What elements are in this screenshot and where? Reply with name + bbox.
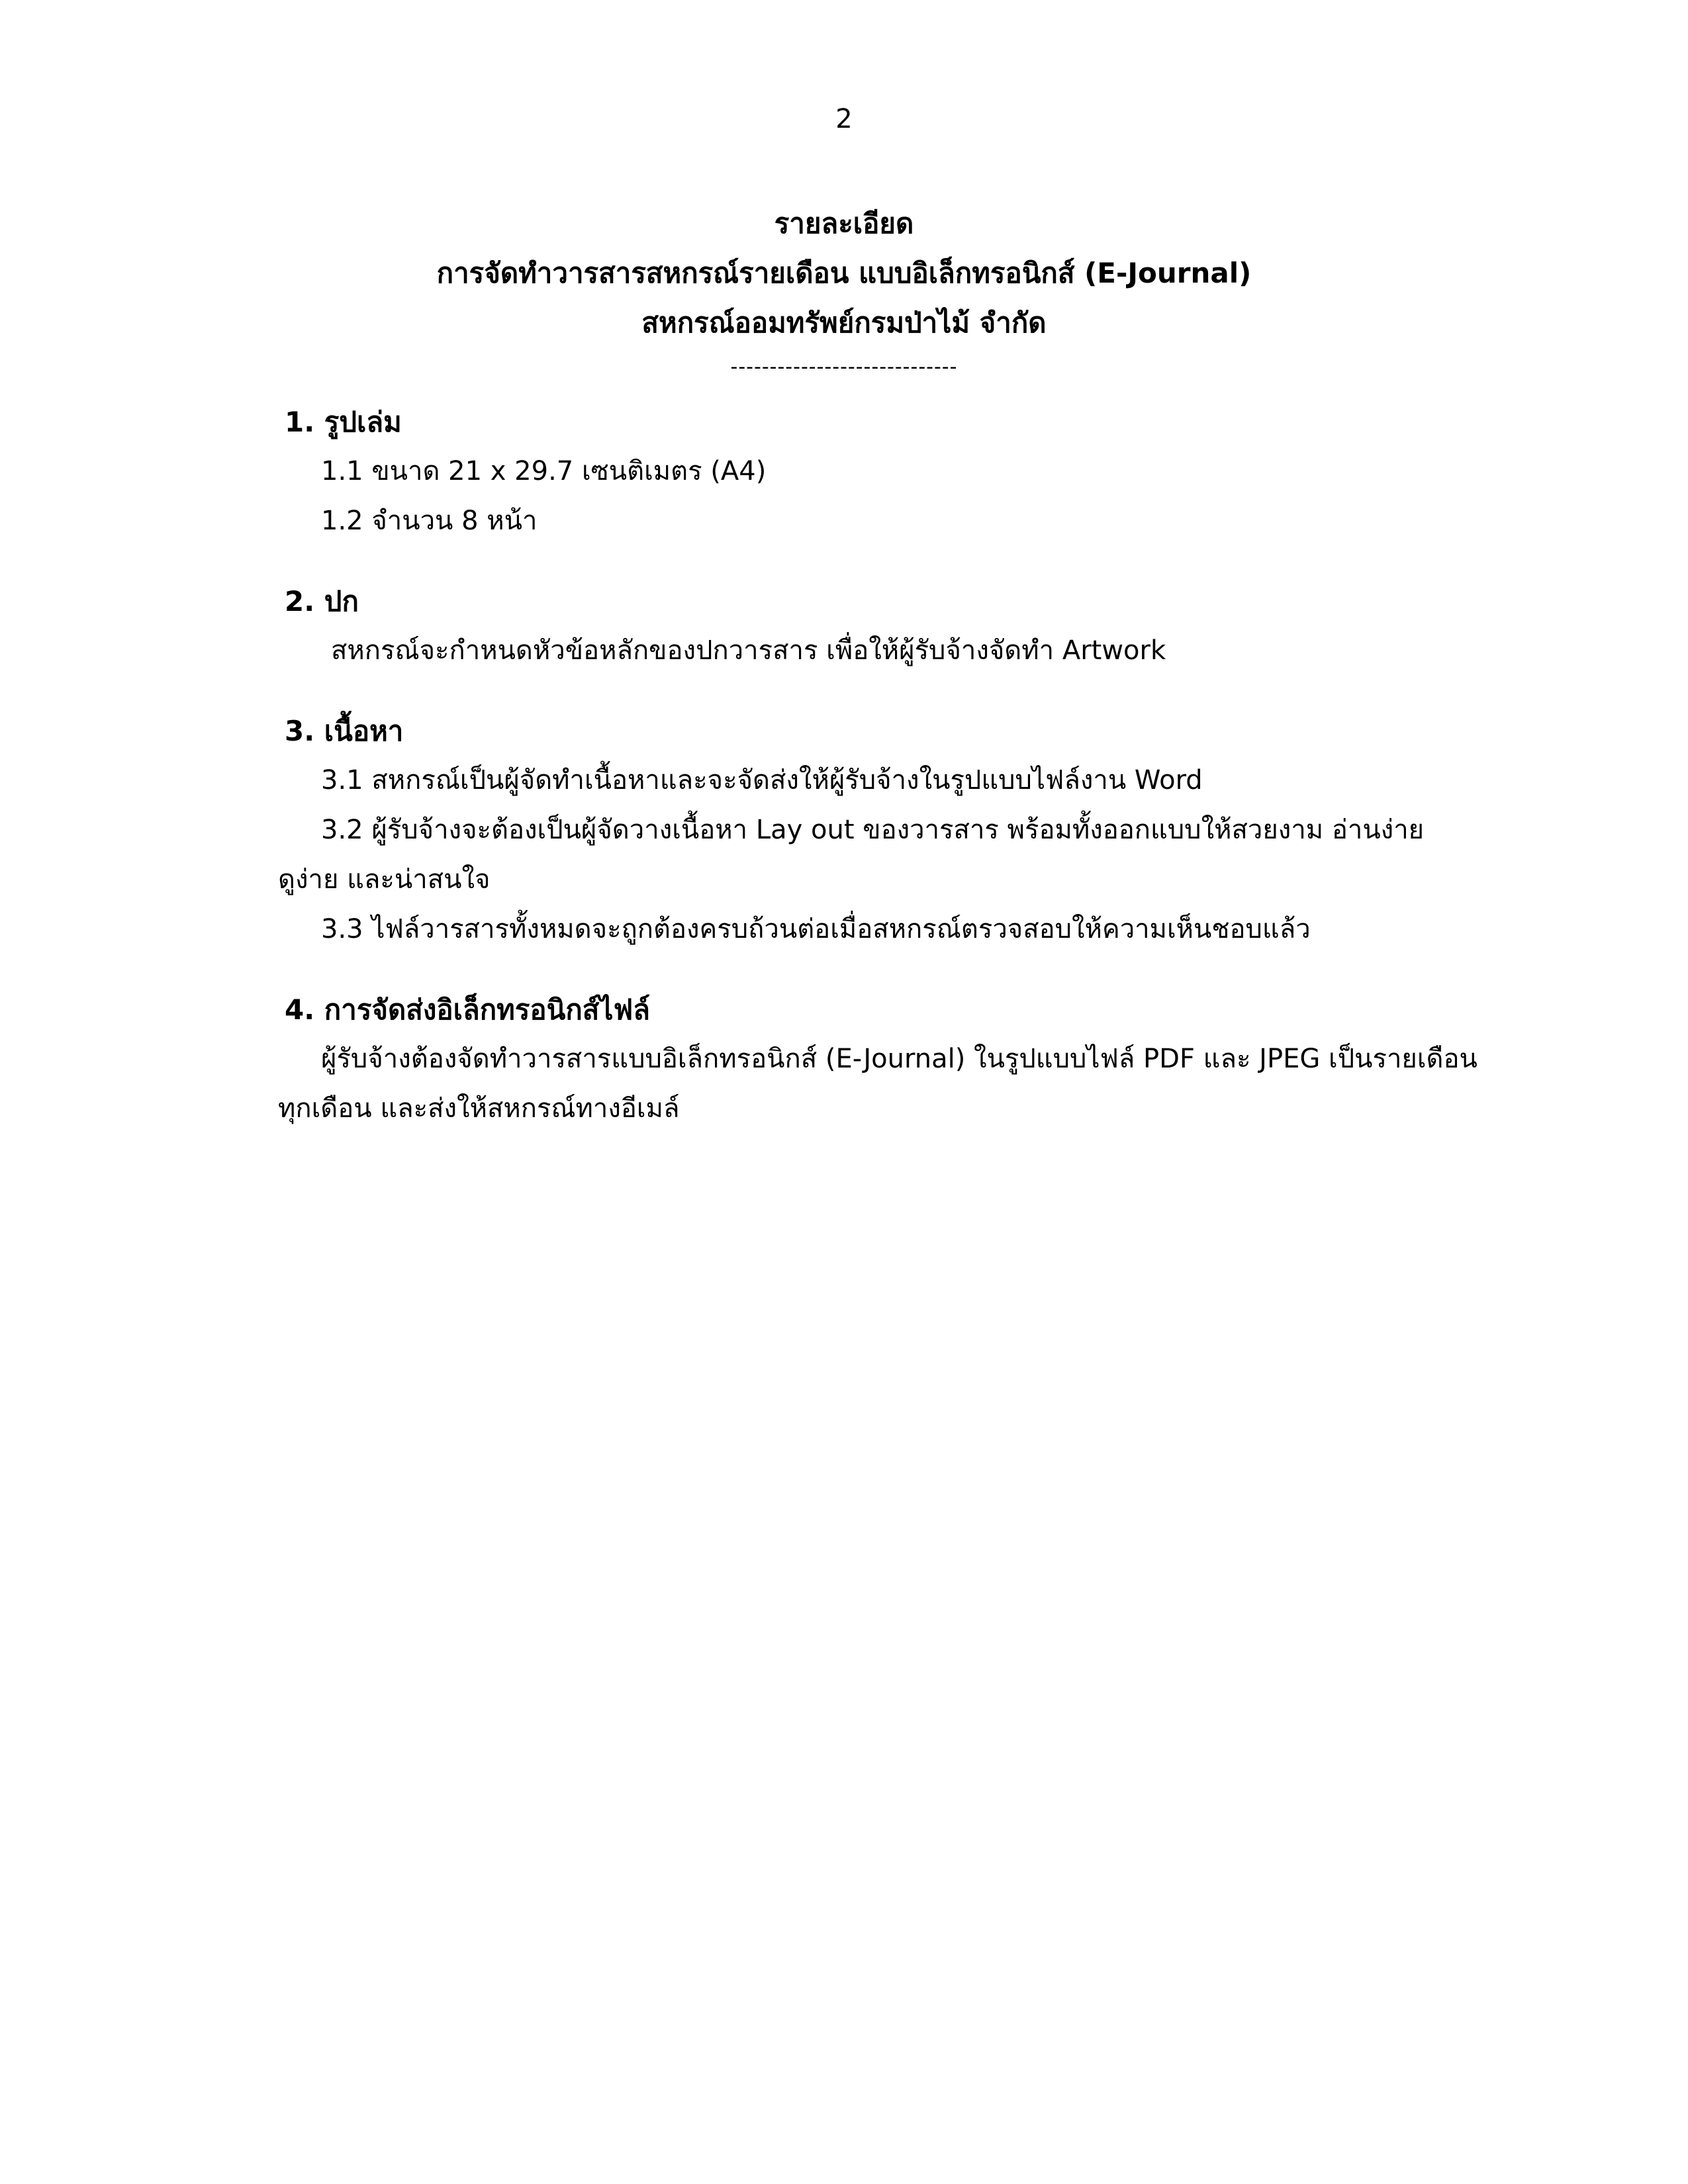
title-line-2: การจัดทำวารสารสหกรณ์รายเดือน แบบอิเล็กทรอนิกส์ (E-Journal): [436, 257, 1252, 289]
section-item: 3.3 ไฟล์วารสารทั้งหมดจะถูกต้องครบถ้วนต่อเมื่อสหกรณ์ตรวจสอบให้ความเห็นชอบแล้ว: [321, 914, 1311, 944]
section-spacer: [285, 954, 1476, 985]
section-delivery: [278, 985, 1477, 1134]
section-text-continuation: ทุกเดือน และส่งให้สหกรณ์ทางอีเมล์: [278, 1093, 680, 1124]
section-item: 1.1 ขนาด 21 x 29.7 เซนติเมตร (A4): [321, 456, 767, 486]
section-heading: 3. เนื้อหา: [285, 715, 404, 747]
title-line-1: รายละเอียด: [774, 207, 914, 240]
section-content: [278, 706, 1476, 954]
section-format: [285, 397, 1476, 546]
section-item: 1.2 จำนวน 8 หน้า: [321, 506, 538, 536]
section-text: สหกรณ์จะกำหนดหัวข้อหลักของปกวารสาร เพื่อให้ผู้รับจ้างจัดทำ Artwork: [331, 635, 1166, 666]
document-body: [278, 397, 1477, 1134]
section-item-continuation: ดูง่าย และน่าสนใจ: [278, 864, 491, 895]
section-item: 3.2 ผู้รับจ้างจะต้องเป็นผู้จัดวางเนื้อหา Lay out ของวารสาร พร้อมทั้งออกแบบให้สวยงาม อ่านง่าย: [321, 815, 1425, 845]
page-number: 2: [835, 104, 853, 134]
title-line-3: สหกรณ์ออมทรัพย์กรมป่าไม้ จำกัด: [641, 306, 1047, 339]
title-divider: -----------------------------: [730, 355, 958, 379]
section-text: ผู้รับจ้างต้องจัดทำวารสารแบบอิเล็กทรอนิกส์ (E-Journal) ในรูปแบบไฟล์ PDF และ JPEG เป็นรายเดือน: [321, 1044, 1477, 1074]
section-heading: 2. ปก: [285, 585, 359, 617]
section-spacer: [285, 676, 1476, 706]
section-cover: [285, 576, 1476, 676]
section-item: 3.1 สหกรณ์เป็นผู้จัดทำเนื้อหาและจะจัดส่งให้ผู้รับจ้างในรูปแบบไฟล์งาน Word: [321, 765, 1203, 796]
section-heading: 4. การจัดส่งอิเล็กทรอนิกส์ไฟล์: [285, 993, 650, 1026]
title-block: [0, 199, 1688, 387]
section-spacer: [285, 546, 1476, 576]
section-heading: 1. รูปเล่ม: [285, 406, 402, 438]
